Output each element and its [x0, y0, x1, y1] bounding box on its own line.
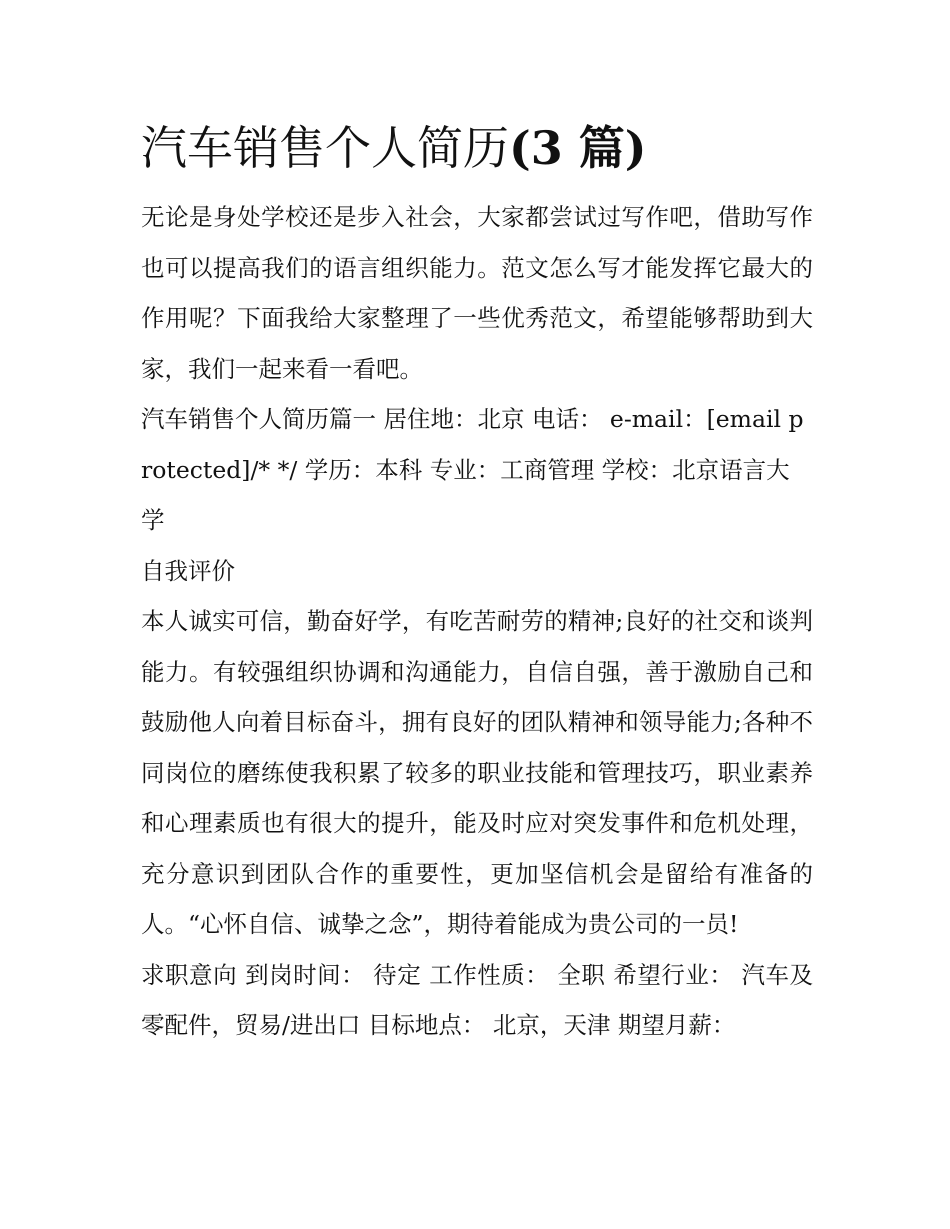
resume-basic-info-paragraph: 汽车销售个人简历篇一 居住地：北京 电话： e-mail：[email protected]/* */ 学历：本科 专业：工商管理 学校：北京语言大学 [141, 405, 804, 534]
document-body [141, 118, 813, 1051]
title-main: 汽车销售个人简历 [141, 121, 509, 175]
job-intention-paragraph: 求职意向 到岗时间： 待定 工作性质： 全职 希望行业： 汽车及零配件，贸易/进出口 目标地点： 北京，天津 期望月薪： [141, 960, 813, 1039]
document-title [141, 118, 813, 178]
self-evaluation-heading: 自我评价 [141, 556, 235, 585]
title-suffix: (3 篇) [509, 121, 647, 175]
self-evaluation-paragraph: 本人诚实可信，勤奋好学，有吃苦耐劳的精神;良好的社交和谈判能力。有较强组织协调和沟通能力，自信自强，善于激励自己和鼓励他人向着目标奋斗，拥有良好的团队精神和领导能力;各种不同岗位的磨练使我积累了较多的职业技能和管理技巧，职业素养和心理素质也有很大的提升，能及时应对突发事件和危机处理，充分意识到团队合作的重要性，更加坚信机会是留给有准备的人。“心怀自信、诚挚之念”，期待着能成为贵公司的一员! [141, 607, 813, 938]
intro-paragraph: 无论是身处学校还是步入社会，大家都尝试过写作吧，借助写作也可以提高我们的语言组织能力。范文怎么写才能发挥它最大的作用呢？下面我给大家整理了一些优秀范文，希望能够帮助到大家，我们一起来看一看吧。 [141, 203, 813, 383]
